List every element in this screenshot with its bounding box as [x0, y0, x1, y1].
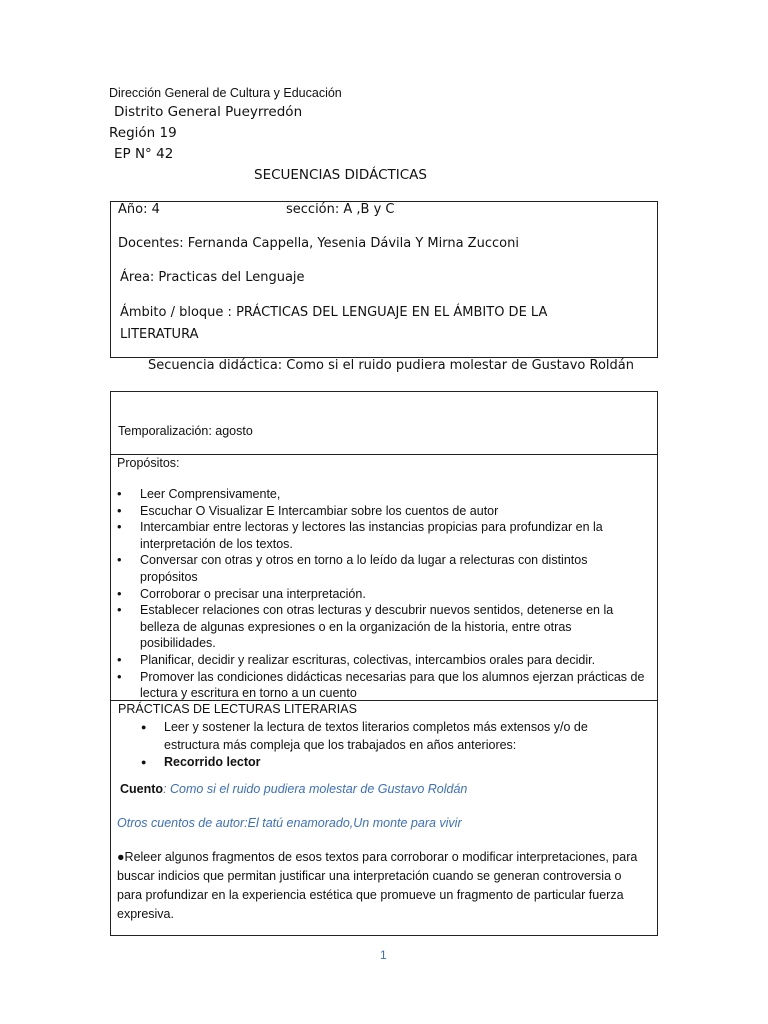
list-item: • Conversar con otras y otros en torno a lo leído da lugar a relecturas con distintos propósitos [111, 552, 646, 585]
propositos-label: Propósitos: [117, 456, 180, 470]
practicas-list [111, 719, 631, 772]
secuencia-title: Secuencia didáctica: Como si el ruido pudiera molestar de Gustavo Roldán [148, 358, 634, 373]
info-ambito: Ámbito / bloque : PRÁCTICAS DEL LENGUAJE EN EL ÁMBITO DE LA LITERATURA [120, 305, 548, 342]
list-item: • Promover las condiciones didácticas necesarias para que los alumnos ejerzan prácticas de lectura y escritura en torno a un cuento [111, 669, 646, 702]
header-school: EP N° 42 [114, 146, 174, 162]
info-seccion: sección: A ,B y C [286, 202, 395, 217]
row-divider [111, 700, 657, 701]
row-divider [111, 454, 657, 455]
page-title: SECUENCIAS DIDÁCTICAS [254, 167, 427, 183]
otros-cuentos: Otros cuentos de autor:El tatú enamorado,Un monte para vivir [117, 816, 462, 830]
cuento-label: Cuento [120, 782, 164, 796]
info-area: Área: Practicas del Lenguaje [120, 270, 305, 285]
page-number: 1 [380, 948, 387, 962]
cuento-line [120, 782, 467, 796]
practicas-title: PRÁCTICAS DE LECTURAS LITERARIAS [118, 702, 357, 716]
info-anio: Año: 4 [118, 202, 160, 217]
temporalizacion: Temporalización: agosto [118, 424, 253, 438]
header-district: Distrito General Pueyrredón [114, 104, 303, 120]
list-item: • Intercambiar entre lectoras y lectores las instancias propicias para profundizar en la interpretación de los textos. [111, 519, 646, 552]
cuento-value: : Como si el ruido pudiera molestar de Gustavo Roldán [163, 782, 468, 796]
list-item: • Planificar, decidir y realizar escrituras, colectivas, intercambios orales para decidir. [111, 652, 646, 669]
header-region: Región 19 [109, 125, 177, 141]
propositos-list [111, 486, 646, 702]
list-item: • Escuchar O Visualizar E Intercambiar sobre los cuentos de autor [111, 503, 646, 520]
list-item: • Establecer relaciones con otras lecturas y descubrir nuevos sentidos, detenerse en la belleza de algunas expresiones o en la organización de la historia, entre otras posibilidades. [111, 602, 646, 652]
header-institution: Dirección General de Cultura y Educación [109, 86, 342, 100]
info-docentes: Docentes: Fernanda Cappella, Yesenia Dávila Y Mirna Zucconi [118, 236, 519, 251]
list-item: • Leer Comprensivamente, [111, 486, 646, 503]
list-item: ● Leer y sostener la lectura de textos literarios completos más extensos y/o de estructura más compleja que los trabajados en años anteriores: [111, 719, 631, 754]
releer-paragraph: ●Releer algunos fragmentos de esos textos para corroborar o modificar interpretaciones, para buscar indicios que permitan justificar una interpretación cuando se generan controversia o para profundizar en la experiencia estética que promueve un fragmento de particular fuerza expresiva. [117, 850, 638, 921]
info-box [110, 201, 658, 358]
list-item: ● Recorrido lector [111, 754, 631, 772]
list-item: • Corroborar o precisar una interpretación. [111, 586, 646, 603]
plan-table [110, 391, 658, 936]
